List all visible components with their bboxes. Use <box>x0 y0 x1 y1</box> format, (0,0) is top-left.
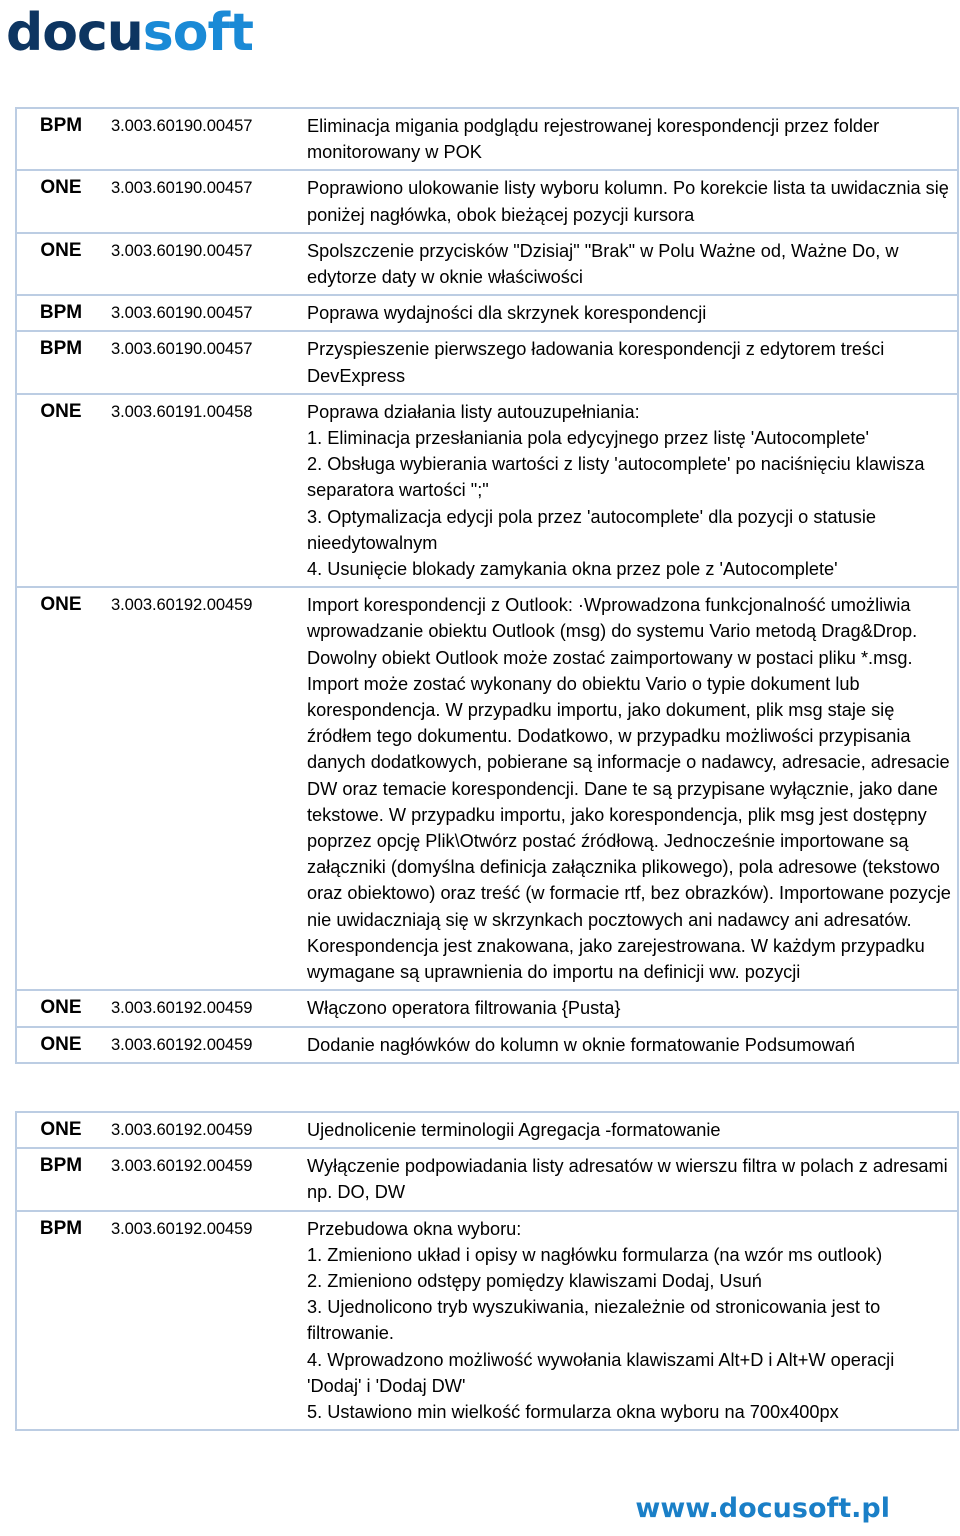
version-cell: 3.003.60192.00459 <box>105 1148 307 1210</box>
changelog-row <box>16 1027 958 1063</box>
version-cell: 3.003.60190.00457 <box>105 170 307 232</box>
product-cell: BPM <box>16 331 105 393</box>
changelog-row <box>16 990 958 1026</box>
description-line: Eliminacja migania podglądu rejestrowanej korespondencji przez folder monitorowany w POK <box>307 116 880 163</box>
version-cell: 3.003.60190.00457 <box>105 108 307 170</box>
product-cell: ONE <box>16 233 105 295</box>
description-line: Poprawa działania listy autouzupełniania: <box>307 401 640 422</box>
product-cell: BPM <box>16 295 105 331</box>
version-cell: 3.003.60190.00457 <box>105 331 307 393</box>
description-line: Poprawa wydajności dla skrzynek korespondencji <box>307 303 707 324</box>
description-line: 1. Zmieniono układ i opisy w nagłówku formularza (na wzór ms outlook) <box>307 1244 883 1265</box>
version-cell: 3.003.60192.00459 <box>105 990 307 1026</box>
changelog-row <box>16 394 958 587</box>
footer-url[interactable]: www.docusoft.pl <box>635 1493 890 1524</box>
product-cell: BPM <box>16 1148 105 1210</box>
changelog-row <box>16 1148 958 1210</box>
description-line: Wyłączenie podpowiadania listy adresatów w wierszu filtra w polach z adresami np. DO, DW <box>307 1156 948 1203</box>
description-line: 4. Usunięcie blokady zamykania okna przez pole z 'Autocomplete' <box>307 559 838 580</box>
description-cell <box>307 331 958 393</box>
description-cell <box>307 1027 958 1063</box>
changelog-row <box>16 295 958 331</box>
version-cell: 3.003.60190.00457 <box>105 233 307 295</box>
version-cell: 3.003.60190.00457 <box>105 295 307 331</box>
changelog-row <box>16 233 958 295</box>
logo-part-soft: soft <box>142 3 253 63</box>
changelog-row <box>16 1112 958 1148</box>
version-cell: 3.003.60192.00459 <box>105 1211 307 1431</box>
description-line: 2. Zmieniono odstępy pomiędzy klawiszami Dodaj, Usuń <box>307 1271 762 1292</box>
changelog-row <box>16 331 958 393</box>
description-cell <box>307 108 958 170</box>
description-line: Spolszczenie przycisków "Dzisiaj" "Brak" w Polu Ważne od, Ważne Do, w edytorze daty w oknie właściwości <box>307 240 899 288</box>
product-cell: BPM <box>16 1211 105 1431</box>
changelog-row <box>16 170 958 232</box>
product-cell: ONE <box>16 394 105 587</box>
description-cell <box>307 170 958 232</box>
description-cell <box>307 295 958 331</box>
version-cell: 3.003.60192.00459 <box>105 1112 307 1148</box>
docusoft-logo <box>6 2 253 64</box>
product-cell: ONE <box>16 1027 105 1063</box>
product-cell: ONE <box>16 587 105 990</box>
description-line: Włączono operatora filtrowania {Pusta} <box>307 998 621 1019</box>
description-line: Ujednolicenie terminologii Agregacja -formatowanie <box>307 1120 721 1140</box>
description-line: Przebudowa okna wyboru: <box>307 1218 522 1239</box>
version-cell: 3.003.60191.00458 <box>105 394 307 587</box>
product-cell: ONE <box>16 1112 105 1148</box>
changelog-table-1 <box>15 107 959 1064</box>
description-line: 1. Eliminacja przesłaniania pola edycyjnego przez listę 'Autocomplete' <box>307 428 869 449</box>
description-line: 3. Ujednolicono tryb wyszukiwania, niezależnie od stronicowania jest to filtrowanie. <box>307 1297 881 1344</box>
logo-part-docu: docu <box>6 3 143 63</box>
description-line: 2. Obsługa wybierania wartości z listy 'autocomplete' po naciśnięciu klawisza separatora wartości ";" <box>307 454 925 501</box>
version-cell: 3.003.60192.00459 <box>105 1027 307 1063</box>
description-line: Import korespondencji z Outlook: ·Wprowadzona funkcjonalność umożliwia wprowadzanie obiektu Outlook (msg) do systemu Vario metodą Drag&Drop. Dowolny obiekt Outlook może zostać zaimportowany w postaci pliku *.msg. Import może zostać wykonany do obiektu Vario o typie dokument lub korespondencja. W przypadku importu, jako dokument, plik msg staje się źródłem tego dokumentu. Dodatkowo, w przypadku możliwości przypisania danych dodatkowych, pobierane są informacje o nadawcy, adresacie, adresacie DW oraz temacie korespondencji. Dane te są przypisane wyłącznie, jako dane tekstowe. W przypadku importu, jako korespondencja, plik msg jest dostępny poprzez opcję Plik\Otwórz postać źródłową. Jednocześnie importowane są załączniki (domyślna definicja załącznika plikowego), pola adresowe (tekstowo oraz obiektowo) oraz treść (w formacie rtf, bez obrazków). Importowane pozycje nie uwidaczniają się w skrzynkach pocztowych ani nadawcy ani adresatów. Korespondencja jest znakowana, jako zarejestrowana. W każdym przypadku wymagane są uprawnienia do importu na definicji ww. pozycji <box>307 595 951 983</box>
description-line: 5. Ustawiono min wielkość formularza okna wyboru na 700x400px <box>307 1402 839 1423</box>
product-cell: ONE <box>16 170 105 232</box>
description-cell <box>307 1148 958 1210</box>
description-cell <box>307 587 958 990</box>
description-cell <box>307 1211 958 1431</box>
description-line: Poprawiono ulokowanie listy wyboru kolumn. Po korekcie lista ta uwidacznia się poniżej nagłówka, obok bieżącej pozycji kursora <box>307 178 949 225</box>
changelog-row <box>16 1211 958 1431</box>
description-cell <box>307 990 958 1026</box>
product-cell: ONE <box>16 990 105 1026</box>
description-line: 4. Wprowadzono możliwość wywołania klawiszami Alt+D i Alt+W operacji 'Dodaj' i 'Dodaj DW' <box>307 1349 895 1396</box>
changelog-row <box>16 587 958 990</box>
product-cell: BPM <box>16 108 105 170</box>
description-cell <box>307 1112 958 1148</box>
description-cell <box>307 233 958 295</box>
description-line: Przyspieszenie pierwszego ładowania korespondencji z edytorem treści DevExpress <box>307 339 885 386</box>
description-cell <box>307 394 958 587</box>
description-line: Dodanie nagłówków do kolumn w oknie formatowanie Podsumowań <box>307 1034 855 1055</box>
description-line: 3. Optymalizacja edycji pola przez 'autocomplete' dla pozycji o statusie nieedytowalnym <box>307 506 877 553</box>
changelog-row <box>16 108 958 170</box>
changelog-table-2 <box>15 1111 959 1431</box>
version-cell: 3.003.60192.00459 <box>105 587 307 990</box>
